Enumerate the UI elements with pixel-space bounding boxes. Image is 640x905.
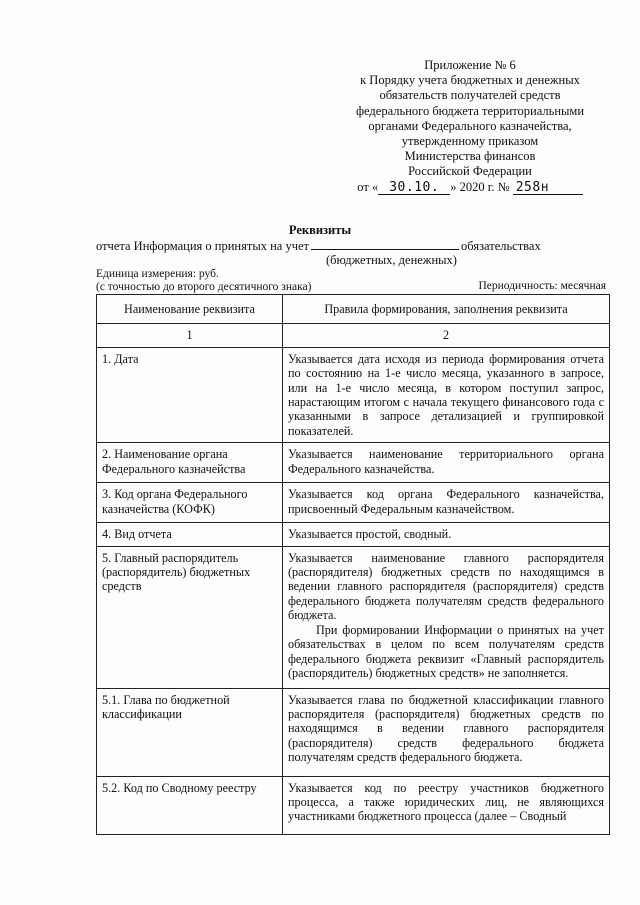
periodicity: Периодичность: месячная (478, 280, 606, 292)
table-row (97, 546, 610, 688)
row-rule (283, 523, 610, 546)
order-number: 258н (513, 181, 583, 195)
row-rule (283, 483, 610, 523)
rule-text: Указывается код по реестру участников бюджетного процесса, а также юридических лиц, не являющихся участниками бюджетного процесса (далее – Сводный (288, 780, 604, 824)
row-rule (283, 776, 610, 834)
requisites-table (96, 294, 610, 835)
rule-text: Указывается наименование главного распорядителя (распорядителя) бюджетных средств по находящимся в ведении главного распорядителя (распорядителя) средств федерального бюджета получателям средств федерального бюджета. (288, 550, 604, 623)
row-rule (283, 443, 610, 483)
appendix-header (335, 58, 605, 195)
subtitle-after: обязательствах (461, 239, 541, 253)
units-line: Единица измерения: руб. (96, 268, 219, 280)
appendix-line: Приложение № 6 (424, 58, 516, 72)
row-name: 4. Вид отчета (97, 523, 283, 546)
units-precision: (с точностью до второго десятичного знака) (96, 281, 312, 293)
row-name: 5. Главный распорядитель (распорядитель) бюджетных средств (97, 546, 283, 688)
document-subtitle (96, 238, 616, 267)
order-date-line (335, 180, 605, 195)
column-number: 2 (283, 324, 610, 347)
appendix-line: Российской Федерации (408, 164, 532, 179)
header-name: Наименование реквизита (97, 295, 283, 324)
table-row (97, 688, 610, 776)
rule-text: Указывается дата исходя из периода формирования отчета по состоянию на 1-е число месяца, указанного в запросе, или на 1-е число месяца, в котором поступил запрос, нарастающим итогом с начала текущего финансового года с указанными в запросе детализацией и группировкой показателей. (288, 351, 604, 438)
table-number-row (97, 324, 610, 347)
rule-text: Указывается простой, сводный. (288, 527, 452, 542)
row-name: 1. Дата (97, 347, 283, 442)
table-row (97, 776, 610, 834)
table-row (97, 483, 610, 523)
units-block (96, 268, 311, 294)
subtitle-blank-line (311, 238, 459, 250)
appendix-line: федерального бюджета территориальными (355, 103, 585, 118)
row-name: 5.2. Код по Сводному реестру (97, 776, 283, 834)
appendix-line: к Порядку учета бюджетных и денежных (360, 73, 580, 88)
column-number: 1 (97, 324, 283, 347)
row-name: 5.1. Глава по бюджетной классификации (97, 688, 283, 776)
table-row (97, 443, 610, 483)
rule-text: При формировании Информации о принятых на учет обязательствах в целом по всем получателям средств федерального бюджета реквизит «Главный распорядитель (распорядитель) бюджетных средств» не заполняется. (288, 622, 604, 680)
appendix-line: Министерства финансов (404, 149, 536, 164)
appendix-line: обязательств получателей средств (379, 88, 561, 103)
subtitle-before: отчета Информация о принятых на учет (96, 239, 310, 253)
date-mid: » 2020 г. № (450, 179, 510, 194)
table-header-row (97, 295, 610, 324)
date-prefix: от « (357, 179, 379, 194)
table-row (97, 347, 610, 442)
row-rule (283, 688, 610, 776)
header-rules: Правила формирования, заполнения реквизита (283, 295, 610, 324)
row-rule (283, 347, 610, 442)
order-date: 30.10. (378, 181, 450, 195)
row-name: 3. Код органа Федерального казначейства (КОФК) (97, 483, 283, 523)
table-row (97, 523, 610, 546)
rule-text: Указывается глава по бюджетной классификации главного распорядителя (распорядителя) бюджетных средств по находящимся в ведении главного распорядителя (распорядителя) средств федерального бюджета получателям средств федерального бюджета. (288, 692, 604, 765)
subtitle-hint: (бюджетных, денежных) (326, 253, 457, 267)
document-title: Реквизиты (288, 223, 352, 237)
rule-text: Указывается код органа Федерального казначейства, присвоенный Федеральным казначейством. (288, 487, 604, 516)
row-name: 2. Наименование органа Федерального казначейства (97, 443, 283, 483)
row-rule (283, 546, 610, 688)
appendix-line: утвержденному приказом (401, 134, 539, 149)
appendix-line: органами Федерального казначейства, (368, 118, 572, 133)
rule-text: Указывается наименование территориального органа Федерального казначейства. (288, 447, 604, 476)
